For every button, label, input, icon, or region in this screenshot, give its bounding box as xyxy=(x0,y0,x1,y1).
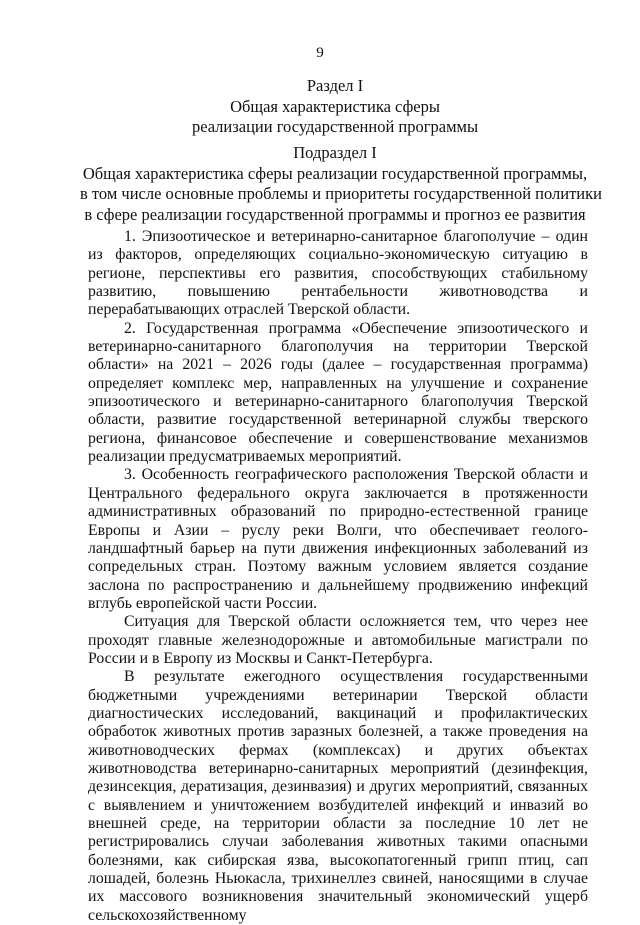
paragraph: 1. Эпизоотическое и ветеринарно-санитарное благополучие – один из факторов, определяющих социально-экономическую ситуацию в регионе, перспективы его развития, способствующих стабильному развитию, повышению рентабельности животноводства и перерабатывающих отраслей Тверской области. xyxy=(88,228,588,319)
paragraph: 3. Особенность географического расположения Тверской области и Центрального федерального округа заключается в протяженности административных образований по природно-естественной границе Европы и Азии – руслу реки Волги, что обеспечивает геолого-ландшафтный барьер на пути движения инфекционных заболеваний из сопредельных стран. Поэтому важным условием является создание заслона по распространению и дальнейшему продвижению инфекций вглубь европейской части России. xyxy=(88,466,588,612)
subsection-title-line: в сфере реализации государственной программы и прогноз ее развития xyxy=(84,204,586,224)
section-title-line: Общая характеристика сферы xyxy=(230,96,440,116)
paragraph: 2. Государственная программа «Обеспечение эпизоотического и ветеринарно-санитарного благополучия на территории Тверской области» на 2021 – 2026 годы (далее – государственная программа) определяет комплекс мер, направленных на улучшение и сохранение эпизоотического и ветеринарно-санитарного благополучия Тверской области, развитие государственной ветеринарной службы тверского региона, финансовое обеспечение и совершенствование механизмов реализации предусматриваемых мероприятий. xyxy=(88,319,588,466)
subsection-label: Подраздел I xyxy=(293,143,377,162)
paragraph: Ситуация для Тверской области осложняется тем, что через нее проходят главные железнодорожные и автомобильные магистрали по России и в Европу из Москвы и Санкт-Петербурга. xyxy=(88,613,588,667)
section-title-line: реализации государственной программы xyxy=(191,117,479,136)
subsection-title-line: в том числе основные проблемы и приоритеты государственной политики xyxy=(80,184,602,203)
section-label: Раздел I xyxy=(306,76,364,95)
body-text xyxy=(88,228,588,925)
subsection-heading xyxy=(80,143,602,225)
subsection-title-line: Общая характеристика сферы реализации государственной программы, xyxy=(82,163,588,183)
paragraph: В результате ежегодного осуществления государственными бюджетными учреждениями ветеринарии Тверской области диагностических исследований, вакцинаций и профилактических обработок животных против заразных болезней, а также проведения на животноводческих фермах (комплексах) и других объектах животноводства ветеринарно-санитарных мероприятий (дезинфекция, дезинсекция, дератизация, дезинвазия) и других мероприятий, связанных с выявлением и уничтожением возбудителей инфекций и инвазий во внешней среде, на территории области за последние 10 лет не регистрировались случаи заболевания животных такими опасными болезнями, как сибирская язва, высокопатогенный грипп птиц, сап лошадей, болезнь Ньюкасла, трихинеллез свиней, наносящими в случае их массового возникновения значительный экономический ущерб сельскохозяйственному xyxy=(88,668,588,924)
section-heading xyxy=(80,76,590,138)
page-number: 9 xyxy=(316,45,324,61)
